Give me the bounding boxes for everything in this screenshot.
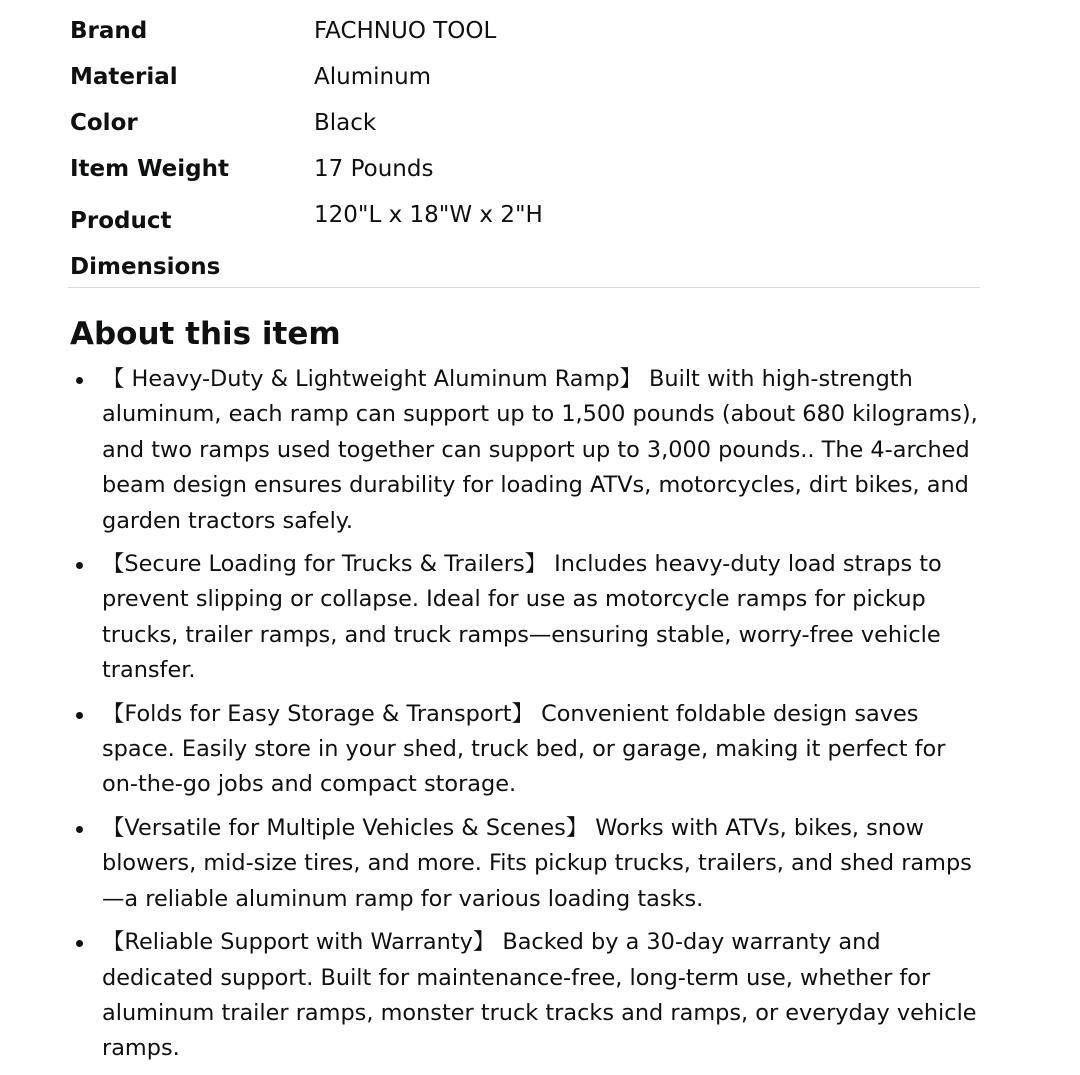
- spec-label: Brand: [70, 18, 148, 44]
- spec-label-text: Product Dimensions: [70, 208, 221, 280]
- feature-bullet-text: 【Secure Loading for Trucks & Trailers】 Includes heavy-duty load straps to prevent slipping or collapse. Ideal for use as motorcycle ramps for pickup trucks, trailer ramps, and truck ramps—ensuring stable, worry-free vehicle transfer.: [102, 551, 942, 684]
- spec-label: Item Weight: [70, 156, 229, 182]
- feature-bullet-text: 【 Heavy-Duty & Lightweight Aluminum Ramp】 Built with high-strength aluminum, each ramp can support up to 1,500 pounds (about 680 kilograms), and two ramps used together can support up to 3,000 pounds.. The 4-arched beam design ensures durability for loading ATVs, motorcycles, dirt bikes, and garden tractors safely.: [102, 366, 978, 534]
- spec-value: Black: [314, 110, 377, 136]
- feature-bullet: [70, 697, 982, 803]
- spec-value: 120"L x 18"W x 2"H: [314, 202, 543, 228]
- spec-value: 17 Pounds: [314, 156, 434, 182]
- feature-bullet-text: 【Reliable Support with Warranty】 Backed by a 30-day warranty and dedicated support. Built for maintenance-free, long-term use, whether for aluminum trailer ramps, monster truck tracks and ramps, or everyday vehicle ramps.: [102, 929, 977, 1062]
- spec-row-color: [70, 106, 980, 140]
- spec-row-material: [70, 60, 980, 94]
- feature-bullet: [70, 925, 982, 1067]
- bullet-dot-icon: [76, 562, 83, 569]
- spec-row-brand: [70, 14, 980, 48]
- about-this-item-heading: About this item: [70, 316, 341, 352]
- bullet-dot-icon: [76, 377, 83, 384]
- section-divider: [68, 287, 980, 288]
- spec-label: Material: [70, 64, 178, 90]
- spec-value: FACHNUO TOOL: [314, 18, 497, 44]
- product-specs-table: [70, 14, 980, 290]
- spec-row-product-dimensions: [70, 198, 980, 290]
- feature-bullet-text: 【Versatile for Multiple Vehicles & Scenes】 Works with ATVs, bikes, snow blowers, mid-size tires, and more. Fits pickup trucks, trailers, and shed ramps—a reliable aluminum ramp for various loading tasks.: [102, 814, 972, 912]
- feature-bullet: [70, 362, 982, 539]
- spec-label: [70, 198, 314, 290]
- feature-bullet: [70, 547, 982, 689]
- feature-bullet-list: [70, 362, 982, 1075]
- bullet-dot-icon: [76, 712, 83, 719]
- bullet-dot-icon: [76, 940, 83, 947]
- bullet-dot-icon: [76, 826, 83, 833]
- spec-value: Aluminum: [314, 64, 432, 90]
- spec-label: Color: [70, 110, 138, 136]
- feature-bullet: [70, 811, 982, 917]
- spec-row-item-weight: [70, 152, 980, 186]
- feature-bullet-text: 【Folds for Easy Storage & Transport】 Convenient foldable design saves space. Easily store in your shed, truck bed, or garage, making it perfect for on-the-go jobs and compact storage.: [102, 700, 946, 798]
